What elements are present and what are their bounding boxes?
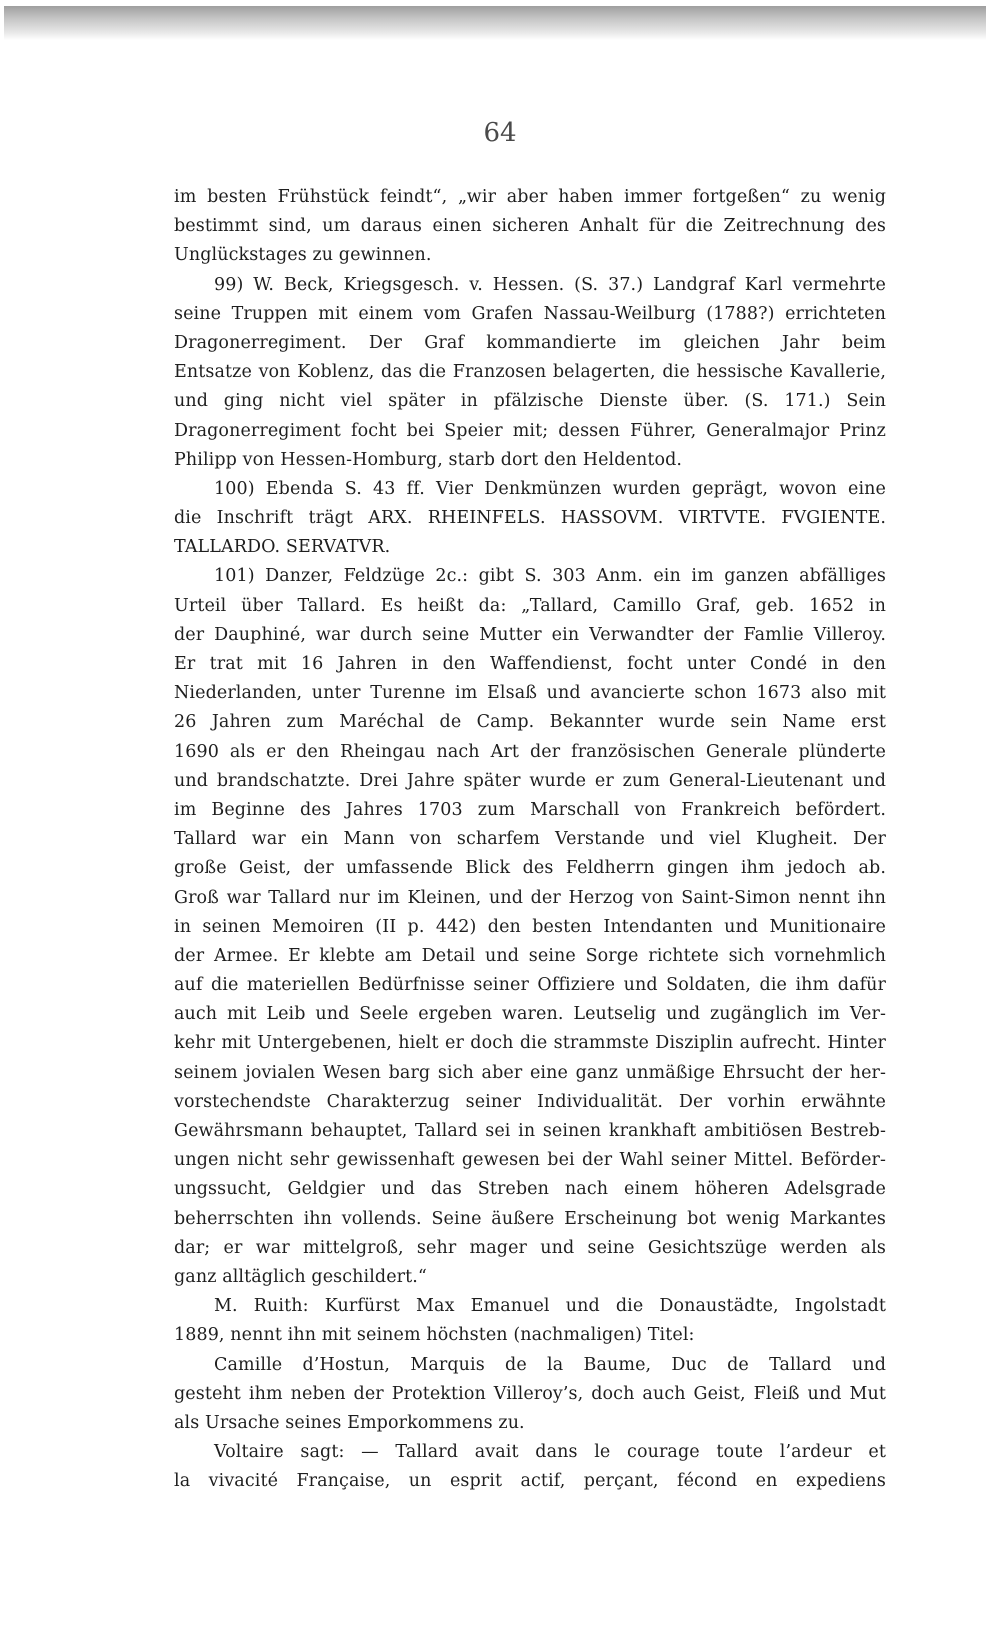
text-line: Camille d’Hostun, Marquis de la Baume, Duc de Tallard und <box>214 1354 886 1375</box>
text-line: Philipp von Hessen-Homburg, starb dort den Heldentod. <box>174 449 683 470</box>
text-line: Dragonerregiment. Der Graf kommandierte im gleichen Jahr beim <box>174 332 886 353</box>
text-line: 101) Danzer, Feldzüge 2c.: gibt S. 303 Anm. ein im ganzen abfälliges <box>214 566 886 587</box>
text-line: vorstechendste Charakterzug seiner Individualität. Der vorhin erwähnte <box>174 1091 886 1112</box>
text-line: auch mit Leib und Seele ergeben waren. Leutselig und zugänglich im Ver- <box>174 1004 886 1025</box>
text-line: ungssucht, Geldgier und das Streben nach einem höheren Adelsgrade <box>174 1179 886 1200</box>
text-line: kehr mit Untergebenen, hielt er doch die strammste Disziplin aufrecht. Hinter <box>174 1033 886 1054</box>
text-line: als Ursache seines Emporkommens zu. <box>174 1412 525 1433</box>
text-line: Er trat mit 16 Jahren in den Waffendienst, focht unter Condé in den <box>174 654 886 674</box>
text-line: la vivacité Française, un esprit actif, perçant, fécond en expediens <box>174 1471 886 1492</box>
text-line: seine Truppen mit einem vom Grafen Nassau-Weilburg (1788?) errichteten <box>174 303 886 324</box>
text-line: Entsatze von Koblenz, das die Franzosen belagerten, die hessische Kavallerie, <box>174 362 886 383</box>
text-line: dar; er war mittelgroß, sehr mager und seine Gesichtszüge werden als <box>174 1237 886 1258</box>
text-line: Urteil über Tallard. Es heißt da: „Tallard, Camillo Graf, geb. 1652 in <box>174 595 886 616</box>
text-line: Dragonerregiment focht bei Speier mit; dessen Führer, Generalmajor Prinz <box>174 420 886 441</box>
text-line: auf die materiellen Bedürfnisse seiner Offiziere und Soldaten, die ihm dafür <box>174 975 886 996</box>
text-line: ganz alltäglich geschildert.“ <box>174 1266 427 1287</box>
text-line: im Beginne des Jahres 1703 zum Marschall von Frankreich befördert. <box>174 799 886 820</box>
scan-edge-shadow <box>4 6 986 40</box>
text-line: Voltaire sagt: — Tallard avait dans le courage toute l’ardeur et <box>214 1442 886 1463</box>
text-line: in seinen Memoiren (II p. 442) den besten Intendanten und Munitionaire <box>174 916 886 937</box>
text-line: beherrschten ihn vollends. Seine äußere Erscheinung bot wenig Markantes <box>174 1208 886 1229</box>
text-line: 100) Ebenda S. 43 ff. Vier Denkmünzen wurden geprägt, wovon eine <box>214 478 886 499</box>
text-line: Tallard war ein Mann von scharfem Verstande und viel Klugheit. Der <box>174 829 886 850</box>
text-line: Gewährsmann behauptet, Tallard sei in seinen krankhaft ambitiösen Bestreb- <box>174 1121 886 1141</box>
text-line: 26 Jahren zum Maréchal de Camp. Bekannter wurde sein Name erst <box>174 712 886 733</box>
text-line: Groß war Tallard nur im Kleinen, und der Herzog von Saint-Simon nennt ihn <box>174 887 886 908</box>
text-line: und ging nicht viel später in pfälzische Dienste über. (S. 171.) Sein <box>174 391 886 412</box>
text-line: 1690 als er den Rheingau nach Art der französischen Generale plünderte <box>174 741 886 762</box>
text-line: 1889, nennt ihn mit seinem höchsten (nachmaligen) Titel: <box>174 1325 695 1346</box>
footnote-text-body <box>174 183 886 1496</box>
text-line: gesteht ihm neben der Protektion Villeroy’s, doch auch Geist, Fleiß und Mut <box>174 1383 886 1404</box>
text-line: im besten Frühstück feindt“, „wir aber haben immer fortgeßen“ zu wenig <box>174 187 886 207</box>
text-line: Unglückstages zu gewinnen. <box>174 245 432 266</box>
text-line: bestimmt sind, um daraus einen sicheren Anhalt für die Zeitrechnung des <box>174 216 886 237</box>
text-line: TALLARDO. SERVATVR. <box>174 537 391 558</box>
text-line: ungen nicht sehr gewissenhaft gewesen bei der Wahl seiner Mittel. Beförder- <box>174 1150 886 1171</box>
text-line: M. Ruith: Kurfürst Max Emanuel und die Donaustädte, Ingolstadt <box>214 1296 886 1317</box>
page-number: 64 <box>483 118 517 148</box>
text-line: der Armee. Er klebte am Detail und seine Sorge richtete sich vornehmlich <box>174 945 886 966</box>
text-line: der Dauphiné, war durch seine Mutter ein Verwandter der Famlie Villeroy. <box>174 624 886 645</box>
text-line: die Inschrift trägt ARX. RHEINFELS. HASSOVM. VIRTVTE. FVGIENTE. <box>174 508 886 529</box>
text-line: große Geist, der umfassende Blick des Feldherrn gingen ihm jedoch ab. <box>174 858 886 879</box>
text-line: 99) W. Beck, Kriegsgesch. v. Hessen. (S. 37.) Landgraf Karl vermehrte <box>214 274 886 295</box>
text-line: seinem jovialen Wesen barg sich aber eine ganz unmäßige Ehrsucht der her- <box>174 1062 886 1083</box>
text-line: und brandschatzte. Drei Jahre später wurde er zum General-Lieutenant und <box>174 770 886 791</box>
text-line: Niederlanden, unter Turenne im Elsaß und avancierte schon 1673 also mit <box>174 683 886 704</box>
